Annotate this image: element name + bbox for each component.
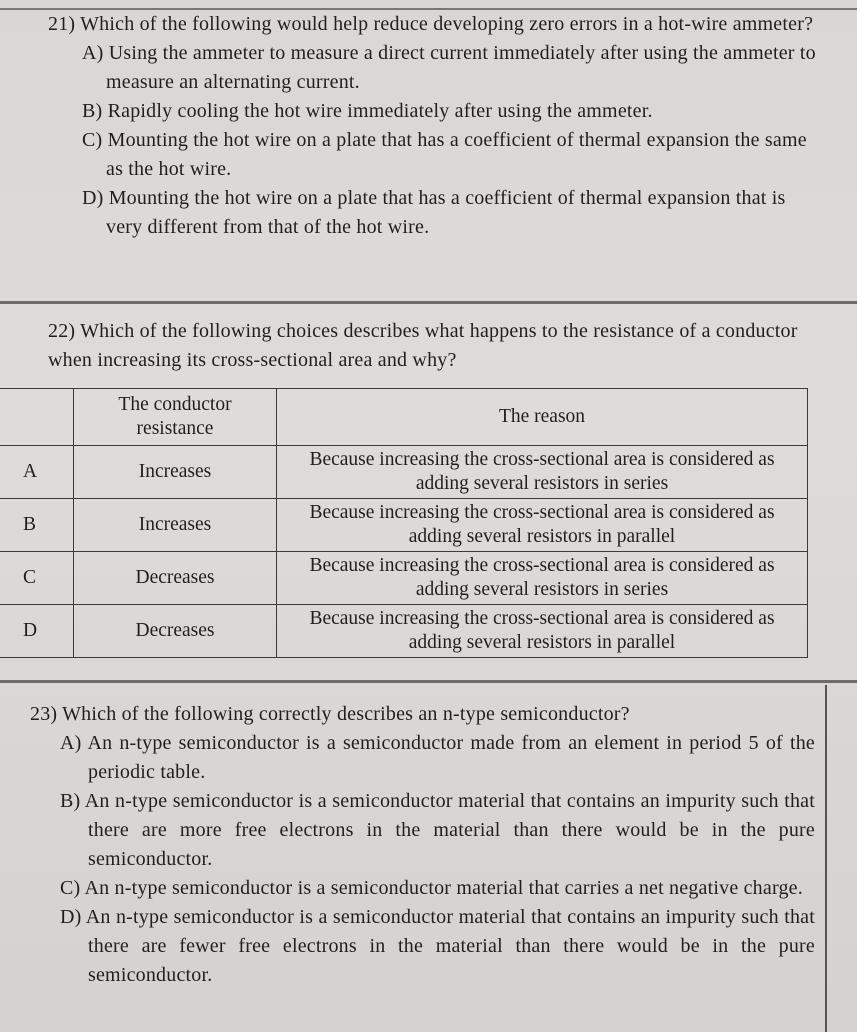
question-23-stem: 23) Which of the following correctly describes an n-type semiconductor? [30, 703, 630, 725]
question-21-option-c: C) Mounting the hot wire on a plate that has a coefficient of thermal expansion the same as the hot wire. [82, 129, 807, 180]
row-reason: Because increasing the cross-sectional area is considered as adding several resistors in series [277, 446, 808, 499]
table-header-row [0, 389, 808, 446]
row-resistance: Increases [74, 446, 277, 499]
question-21-option-a: A) Using the ammeter to measure a direct current immediately after using the ammeter to measure an alternating current. [82, 42, 816, 93]
table-row [0, 499, 808, 552]
question-23-option-a: A) An n-type semiconductor is a semiconductor made from an element in period 5 of the periodic table. [60, 732, 815, 783]
section-divider-1 [0, 301, 857, 304]
row-resistance: Decreases [74, 605, 277, 658]
table-row [0, 446, 808, 499]
question-22 [48, 317, 818, 375]
right-margin-line [825, 685, 827, 1032]
question-23-option-c: C) An n-type semiconductor is a semiconductor material that carries a net negative charge. [60, 877, 803, 899]
row-reason: Because increasing the cross-sectional area is considered as adding several resistors in series [277, 552, 808, 605]
row-resistance: Increases [74, 499, 277, 552]
table-header-empty [0, 389, 74, 446]
question-21 [48, 10, 823, 242]
row-resistance: Decreases [74, 552, 277, 605]
question-23 [30, 700, 815, 990]
row-letter: A [0, 446, 74, 499]
section-divider-2 [0, 680, 857, 683]
question-22-stem: 22) Which of the following choices describes what happens to the resistance of a conductor when increasing its cross-sectional area and why? [48, 320, 798, 371]
table-header-resistance: The conductor resistance [74, 389, 277, 446]
row-reason: Because increasing the cross-sectional area is considered as adding several resistors in parallel [277, 605, 808, 658]
question-23-option-d: D) An n-type semiconductor is a semiconductor material that contains an impurity such that there are fewer free electrons in the material than there would be in the pure semiconductor. [60, 906, 815, 986]
row-letter: B [0, 499, 74, 552]
question-21-option-b: B) Rapidly cooling the hot wire immediately after using the ammeter. [82, 100, 653, 122]
question-23-option-b: B) An n-type semiconductor is a semiconductor material that contains an impurity such that there are more free electrons in the material than there would be in the pure semiconductor. [60, 790, 815, 870]
table-row [0, 552, 808, 605]
table-header-reason: The reason [277, 389, 808, 446]
question-22-answer-table [0, 388, 808, 658]
question-21-stem: 21) Which of the following would help reduce developing zero errors in a hot-wire ammeter? [48, 13, 814, 35]
question-21-option-d: D) Mounting the hot wire on a plate that has a coefficient of thermal expansion that is very different from that of the hot wire. [82, 187, 786, 238]
row-reason: Because increasing the cross-sectional area is considered as adding several resistors in parallel [277, 499, 808, 552]
table-row [0, 605, 808, 658]
row-letter: D [0, 605, 74, 658]
row-letter: C [0, 552, 74, 605]
